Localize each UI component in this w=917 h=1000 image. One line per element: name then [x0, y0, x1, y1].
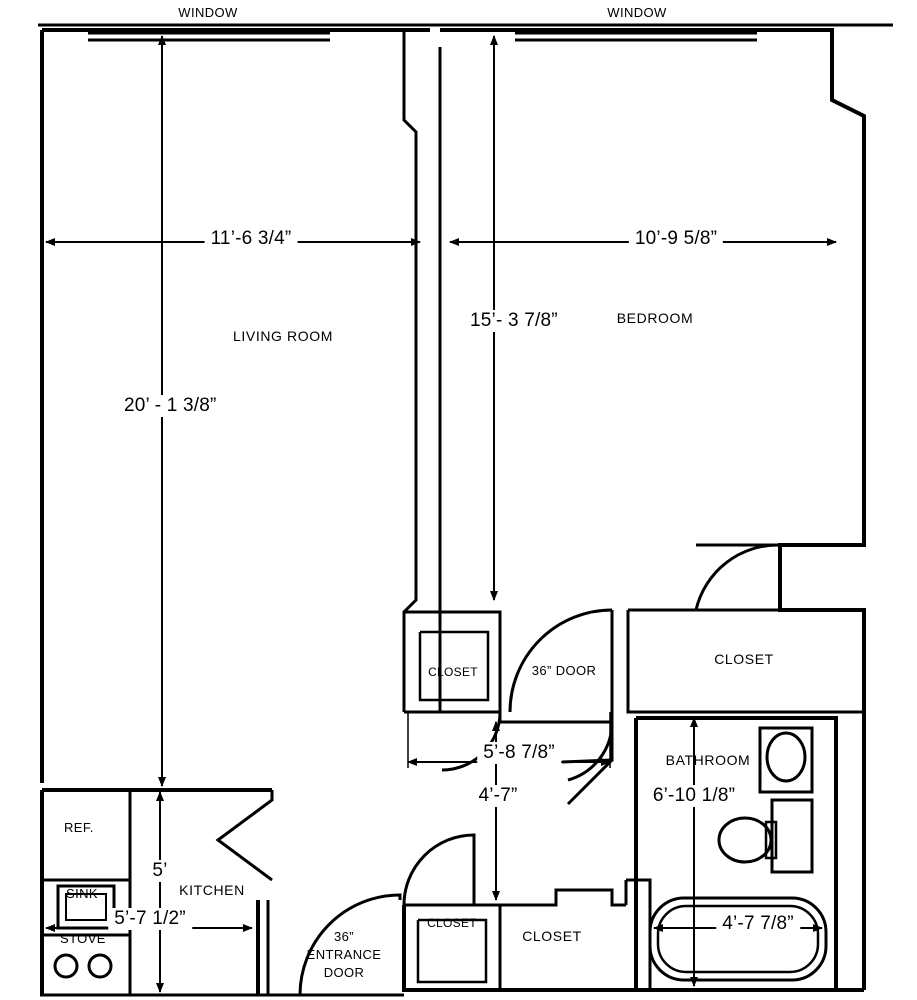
dim-kitchen-depth-label: 5’	[148, 860, 171, 882]
door-entrance-label-line3: DOOR	[323, 965, 365, 980]
dim-living-room-depth-label: 20’ - 1 3/8”	[120, 395, 221, 417]
dim-hall-width-label: 5’-8 7/8”	[477, 742, 561, 764]
closet-bedroom-left-label: CLOSET	[428, 665, 478, 679]
dim-kitchen-width-label: 5’-7 1/2”	[108, 908, 192, 930]
door-entrance-label-line1: 36”	[334, 929, 354, 944]
stove-label: STOVE	[60, 931, 106, 946]
living-room-label: LIVING ROOM	[233, 328, 333, 344]
door-entrance-label-line2: ENTRANCE	[306, 947, 382, 962]
closet-hall-small-label: CLOSET	[427, 916, 477, 930]
closet-hall-large-label: CLOSET	[522, 928, 582, 944]
dim-living-room-width-label: 11’-6 3/4”	[205, 228, 298, 250]
dim-bedroom-depth-label: 15’- 3 7/8”	[466, 310, 562, 332]
closet-bedroom-right-label: CLOSET	[714, 651, 774, 667]
dim-tub-length-label: 4’-7 7/8”	[716, 913, 800, 935]
walls-group	[38, 25, 893, 995]
kitchen-label: KITCHEN	[179, 882, 245, 898]
dim-hall-depth-label: 4’-7”	[472, 785, 523, 807]
door-bedroom-label: 36” DOOR	[531, 663, 597, 678]
window-living-room-label: WINDOW	[178, 5, 238, 20]
refrigerator-label: REF.	[64, 820, 94, 835]
dim-bedroom-width-label: 10’-9 5/8”	[629, 228, 723, 250]
window-bedroom-label: WINDOW	[607, 5, 667, 20]
bathroom-label: BATHROOM	[665, 752, 751, 768]
dim-bathroom-depth-label: 6’-10 1/8”	[647, 785, 741, 807]
sink-label: SINK	[66, 886, 98, 901]
bedroom-label: BEDROOM	[616, 310, 694, 326]
